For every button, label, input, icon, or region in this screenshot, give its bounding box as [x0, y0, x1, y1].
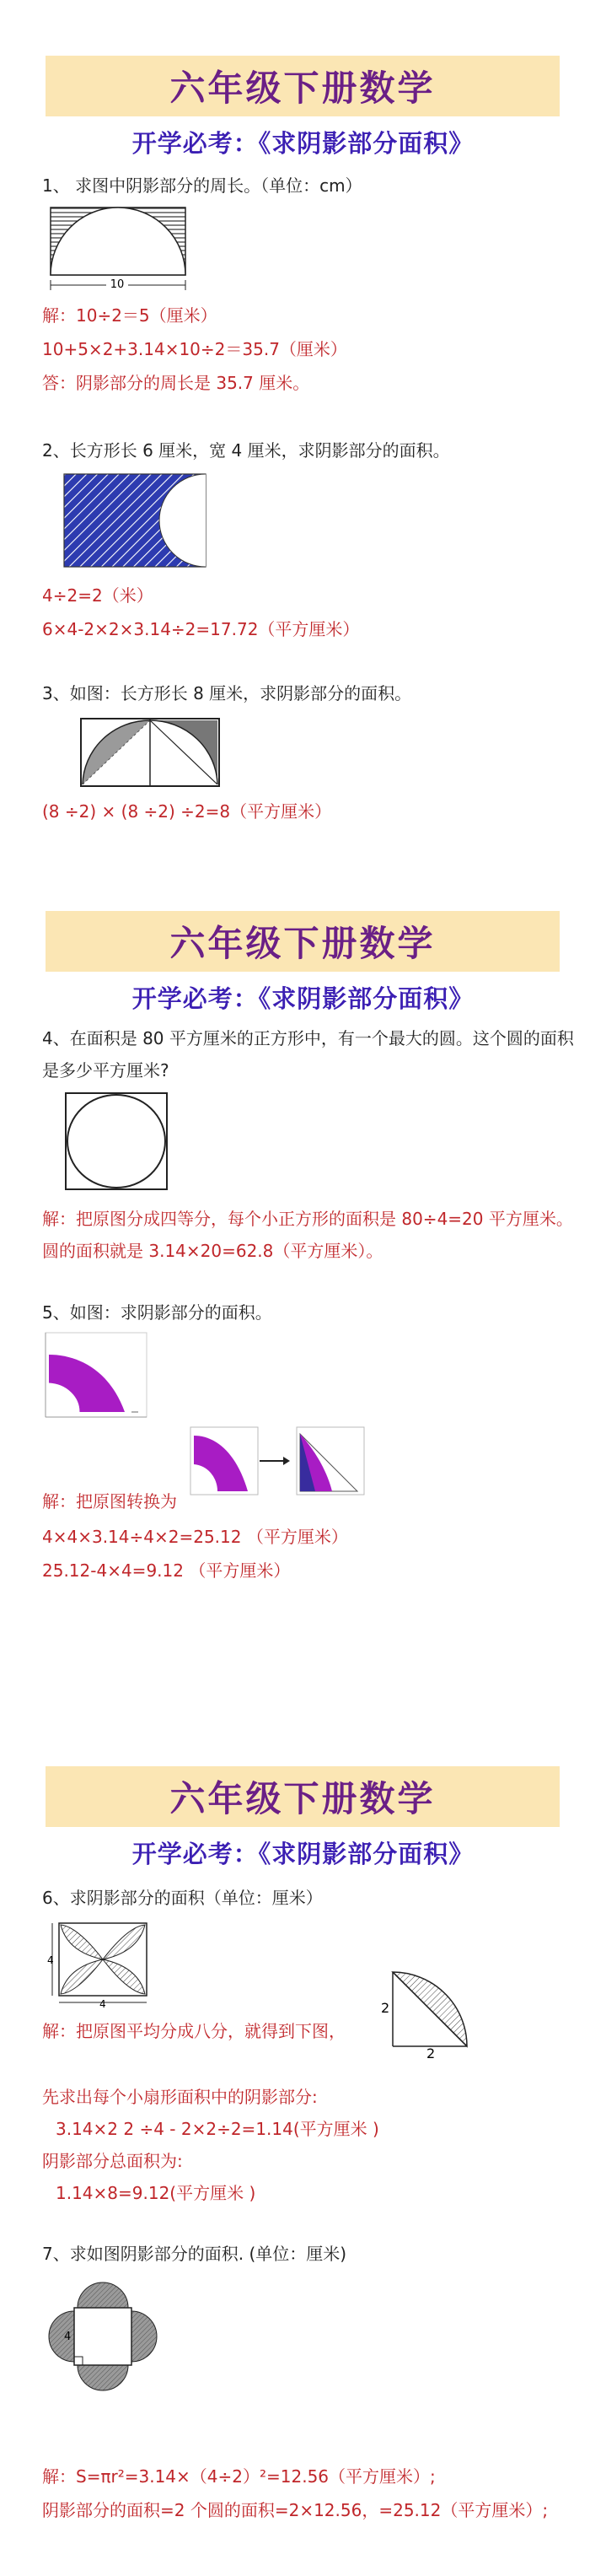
question-2: 2、长方形长 6 厘米，宽 4 厘米，求阴影部分的面积。: [42, 440, 450, 461]
section-subtitle: 开学必考：《求阴影部分面积》: [131, 1840, 475, 1868]
answer-paragraph: 解：把原图分成四等分，每个小正方形的面积是 80÷4=20 平方厘米。圆的面积就是 3.14×20=62.8（平方厘米）。: [42, 1209, 573, 1261]
figure-purple-region: [44, 1331, 149, 1420]
figure-label: 4: [64, 2331, 72, 2343]
answer-line: 先求出每个小扇形面积中的阴影部分:: [42, 2087, 318, 2107]
figure-label: 4: [47, 1954, 54, 1966]
figure-sector: [376, 1967, 477, 2060]
section-title: 六年级下册数学: [169, 1778, 436, 1819]
figure-label: 2: [426, 2045, 436, 2060]
answer-line: 3.14×2 2 ÷4 - 2×2÷2=1.14(平方厘米 ): [56, 2119, 379, 2139]
section-title-banner: [46, 56, 560, 116]
answer-line: 阴影部分总面积为:: [42, 2151, 183, 2171]
section-title-banner: [46, 911, 560, 972]
answer-line: 解：S=πr²=3.14×（4÷2）²=12.56（平方厘米）;: [42, 2466, 436, 2487]
answer-line: 6×4-2×2×3.14÷2=17.72（平方厘米）: [42, 619, 360, 639]
figure-rectangle-quarter-circles: [76, 714, 228, 791]
section-subtitle: 开学必考：《求阴影部分面积》: [131, 129, 475, 158]
figure-rectangle-semicircle: [59, 469, 211, 572]
figure-square-circle: [62, 1090, 172, 1193]
figure-transform: [189, 1425, 366, 1497]
figure-square-petals: [44, 1918, 152, 2009]
answer-line: 解：把原图转换为: [42, 1491, 177, 1512]
answer-line: 25.12-4×4=9.12 （平方厘米）: [42, 1560, 291, 1581]
section-title: 六年级下册数学: [169, 67, 436, 109]
section-subtitle: 开学必考：《求阴影部分面积》: [131, 984, 475, 1013]
question-5: 5、如图：求阴影部分的面积。: [42, 1302, 272, 1323]
section-title-banner: [46, 1766, 560, 1827]
answer-line: (8 ÷2) × (8 ÷2) ÷2=8（平方厘米）: [42, 801, 332, 822]
answer-line: 阴影部分的面积=2 个圆的面积=2×12.56，=25.12（平方厘米）;: [42, 2500, 549, 2520]
figure-label: 10: [110, 278, 125, 291]
figure-label: 4: [99, 1998, 106, 2009]
answer-line: 1.14×8=9.12(平方厘米 ): [56, 2183, 256, 2203]
answer-line: 4×4×3.14÷4×2=25.12 （平方厘米）: [42, 1527, 348, 1547]
answer-line: 10+5×2+3.14×10÷2＝35.7（厘米）: [42, 339, 347, 359]
question-4: 4、在面积是 80 平方厘米的正方形中，有一个最大的圆。这个圆的面积是多少平方厘米?: [42, 1028, 574, 1081]
question-7: 7、求如图阴影部分的面积. (单位：厘米): [42, 2244, 347, 2264]
figure-semicircle: [42, 202, 194, 291]
section-title: 六年级下册数学: [169, 923, 436, 964]
question-3: 3、如图：长方形长 8 厘米，求阴影部分的面积。: [42, 683, 412, 703]
figure-four-half-circles: [44, 2277, 162, 2395]
answer-line: 4÷2=2（米）: [42, 585, 153, 606]
figure-label: 2: [381, 2000, 390, 2016]
answer-line: 解：10÷2＝5（厘米）: [42, 305, 217, 326]
question-1: 1、 求图中阴影部分的周长。（单位：cm）: [42, 175, 362, 196]
question-6: 6、求阴影部分的面积（单位：厘米）: [42, 1888, 323, 1908]
answer-line: 解：把原图平均分成八分，就得到下图，: [42, 2021, 346, 2041]
answer-line: 答：阴影部分的周长是 35.7 厘米。: [42, 373, 310, 393]
